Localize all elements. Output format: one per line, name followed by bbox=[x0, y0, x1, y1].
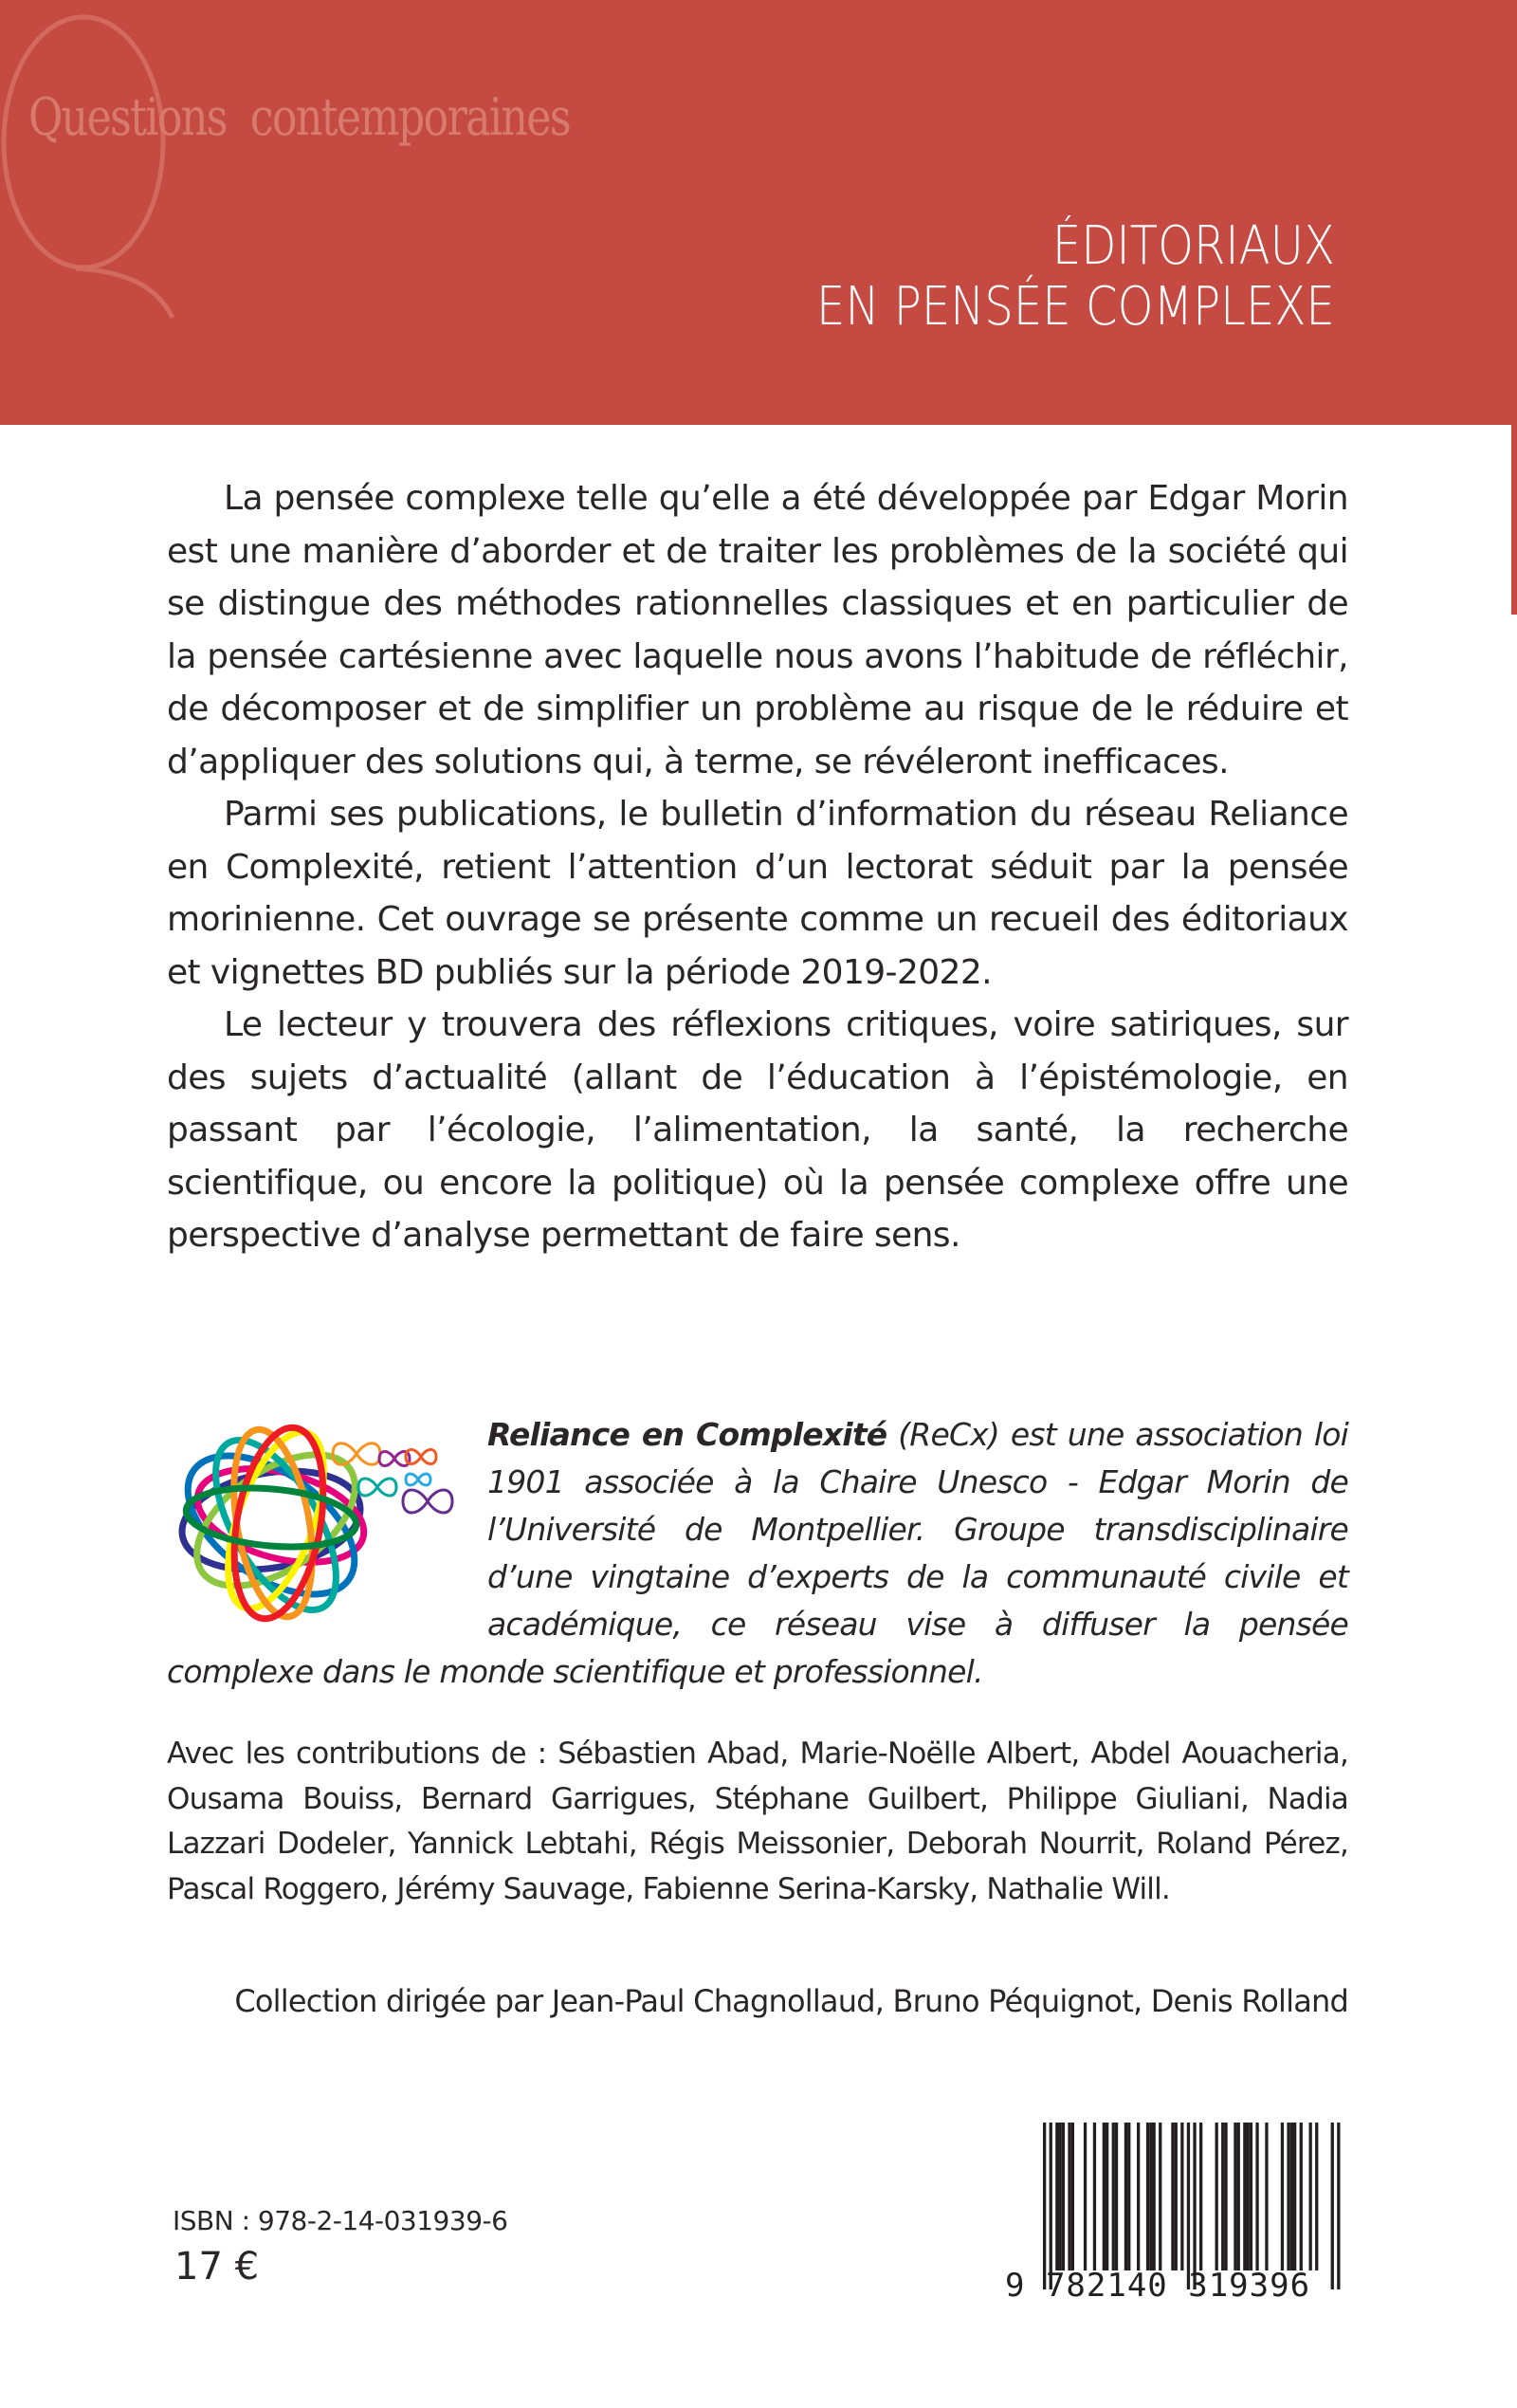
barcode-bar bbox=[1137, 2123, 1140, 2270]
barcode-bar bbox=[1337, 2123, 1340, 2289]
barcode-bar bbox=[1043, 2123, 1046, 2289]
barcode-bar bbox=[1146, 2123, 1149, 2270]
barcode-bar bbox=[1050, 2123, 1052, 2289]
barcode-bar bbox=[1290, 2123, 1293, 2270]
barcode-bar bbox=[1115, 2123, 1118, 2270]
barcode-bar bbox=[1281, 2123, 1284, 2270]
barcode-bar bbox=[1103, 2123, 1106, 2270]
barcode-bar bbox=[1224, 2123, 1227, 2270]
spine-edge-strip bbox=[1511, 425, 1517, 615]
barcode-bar bbox=[1309, 2123, 1312, 2270]
barcode-bar bbox=[1084, 2123, 1087, 2270]
barcode-bar bbox=[1106, 2123, 1108, 2270]
barcode-bar bbox=[1315, 2123, 1318, 2270]
barcode-bar bbox=[1265, 2123, 1268, 2270]
barcode-bar bbox=[1068, 2123, 1070, 2270]
barcode-bar bbox=[1124, 2123, 1127, 2270]
barcode-bar bbox=[1237, 2123, 1240, 2270]
barcode-bar bbox=[1055, 2123, 1058, 2270]
association-description bbox=[167, 1411, 1348, 1696]
barcode-bar bbox=[1153, 2123, 1156, 2270]
price: 17 € bbox=[174, 2245, 260, 2289]
book-title bbox=[816, 216, 1335, 338]
barcode-bar bbox=[1234, 2123, 1236, 2270]
cover-header bbox=[0, 0, 1517, 425]
reliance-logo-icon bbox=[167, 1411, 480, 1639]
collection-directors: Collection dirigée par Jean-Paul Chagnollaud, Bruno Péquignot, Denis Rolland bbox=[234, 1983, 1348, 2019]
barcode-bar bbox=[1215, 2123, 1218, 2270]
barcode-bar bbox=[1247, 2123, 1250, 2270]
association-name: Reliance en Complexité bbox=[487, 1416, 887, 1453]
barcode-bar bbox=[1187, 2123, 1190, 2289]
barcode-bar bbox=[1293, 2123, 1296, 2270]
series-name: Questions contemporaines bbox=[28, 87, 570, 147]
blurb-paragraph: Le lecteur y trouvera des réflexions critiques, voire satiriques, sur des sujets d’actualité (allant de l’éducation à l’épistémologie, en passant par l’écologie, l’alimentation, la santé, la recherche scientifique, ou encore la politique) où la pensée complexe offre une perspective d’analyse permettant de faire sens. bbox=[167, 1005, 1348, 1255]
barcode-bar bbox=[1255, 2123, 1258, 2270]
barcode-bar bbox=[1250, 2123, 1252, 2270]
blurb-paragraph: Parmi ses publications, le bulletin d’information du réseau Reliance en Complexité, retient l’attention d’un lectorat séduit par la pensée morinienne. Cet ouvrage se présente comme un recueil des éditoriaux et vignettes BD publiés sur la période 2019-2022. bbox=[167, 795, 1348, 992]
barcode-bar bbox=[1159, 2123, 1161, 2270]
book-title-line-2: EN PENSÉE COMPLEXE bbox=[816, 276, 1335, 338]
book-title-line-1: ÉDITORIAUX bbox=[1052, 215, 1335, 277]
barcode-bar bbox=[1127, 2123, 1130, 2270]
q-monogram-icon bbox=[0, 0, 313, 425]
barcode-bar bbox=[1199, 2123, 1202, 2270]
barcode-bar bbox=[1221, 2123, 1224, 2270]
barcode-bar bbox=[1171, 2123, 1174, 2270]
barcode-bar bbox=[1071, 2123, 1074, 2270]
association-text: (ReCx) est une association loi 1901 associée à la Chaire Unesco - Edgar Morin de l’Université de Montpellier. Groupe transdisciplinaire d’une vingtaine d’experts de la communauté civile et académique, ce réseau vise à diffuser la pensée complexe dans le monde scientifique et professionnel. bbox=[167, 1416, 1349, 1690]
barcode-digits: 9 782140 319396 bbox=[1005, 2267, 1311, 2305]
barcode-bar bbox=[1062, 2123, 1065, 2270]
barcode-bar bbox=[1059, 2123, 1062, 2270]
barcode-bar bbox=[1193, 2123, 1196, 2289]
contributors-list: Avec les contributions de : Sébastien Abad, Marie-Noëlle Albert, Abdel Aouacheria, Ousama Bouiss, Bernard Garrigues, Stéphane Guilbert, Philippe Giuliani, Nadia Lazzari Dodeler, Yannick Lebtahi, Régis Meissonier, Deborah Nourrit, Roland Pérez, Pascal Roggero, Jérémy Sauvage, Fabienne Serina-Karsky, Nathalie Will. bbox=[167, 1737, 1348, 1906]
blurb-paragraph: La pensée complexe telle qu’elle a été développée par Edgar Morin est une manière d’aborder et de traiter les problèmes de la société qui se distingue des méthodes rationnelles classiques et en particulier de la pensée cartésienne avec laquelle nous avons l’habitude de réfléchir, de décomposer et de simplifier un problème au risque de le réduire et d’appliquer des solutions qui, à terme, se révéleront inefficaces. bbox=[167, 479, 1348, 781]
barcode-bar bbox=[1112, 2123, 1115, 2270]
barcode-bar bbox=[1149, 2123, 1152, 2270]
barcode-bar bbox=[1175, 2123, 1178, 2270]
isbn: ISBN : 978-2-14-031939-6 bbox=[173, 2205, 508, 2236]
barcode-bar bbox=[1287, 2123, 1289, 2270]
barcode-bar bbox=[1093, 2123, 1096, 2270]
barcode-bar bbox=[1331, 2123, 1334, 2289]
barcode-bar bbox=[1243, 2123, 1246, 2270]
barcode-bar bbox=[1180, 2123, 1183, 2270]
blurb bbox=[167, 472, 1348, 1262]
barcode-bar bbox=[1300, 2123, 1303, 2270]
